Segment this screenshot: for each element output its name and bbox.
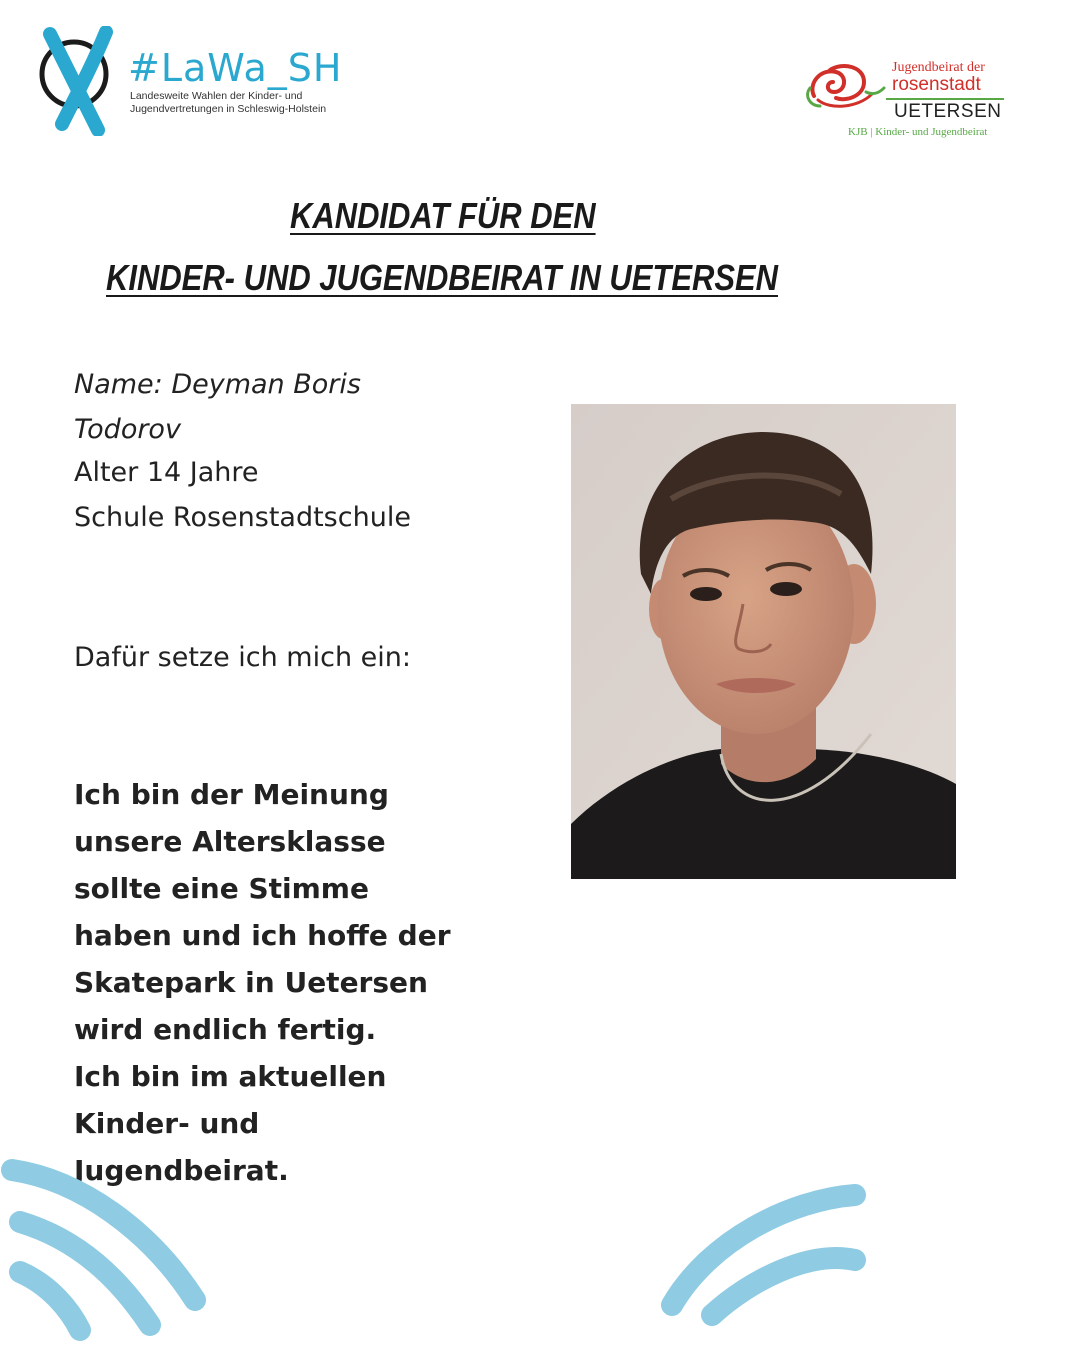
rose-icon xyxy=(806,62,886,112)
ballot-x-icon xyxy=(36,26,126,136)
candidate-statement xyxy=(74,771,494,1194)
candidate-photo xyxy=(571,404,956,879)
uetersen-label: UETERSEN xyxy=(894,101,1002,122)
lawa-sh-logo xyxy=(36,26,376,136)
statement-line: haben und ich hoffe der xyxy=(74,919,451,952)
statement-line: sollte eine Stimme xyxy=(74,872,369,905)
decorative-swoosh-right xyxy=(650,1180,880,1350)
statement-line: Skatepark in Uetersen xyxy=(74,966,428,999)
statement-line: Kinder- und xyxy=(74,1107,260,1140)
statement-line: wird endlich fertig. xyxy=(74,1013,377,1046)
candidate-age: Alter 14 Jahre xyxy=(74,457,259,488)
lawa-subtitle: Landesweite Wahlen der Kinder- und Jugendvertretungen in Schleswig-Holstein xyxy=(130,90,327,115)
rosenstadt-label: rosenstadt xyxy=(892,74,981,95)
statement-line: unsere Altersklasse xyxy=(74,825,386,858)
lawa-hashtag: #LaWa_SH xyxy=(128,46,343,90)
statement-line: Ich bin im aktuellen xyxy=(74,1060,387,1093)
decorative-swoosh-left xyxy=(0,1150,230,1350)
statement-line: Jugendbeirat. xyxy=(74,1154,289,1187)
candidate-name: Name: Deyman Boris Todorov xyxy=(74,369,361,445)
jugendbeirat-label: Jugendbeirat der xyxy=(892,60,985,75)
jugendbeirat-logo xyxy=(806,60,1016,144)
kjb-label: KJB | Kinder- und Jugendbeirat xyxy=(848,126,988,138)
heading-line-1: KANDIDAT FÜR DEN xyxy=(290,195,596,236)
candidate-school: Schule Rosenstadtschule xyxy=(74,502,411,533)
logo-divider xyxy=(886,98,1004,100)
statement-line: Ich bin der Meinung xyxy=(74,778,389,811)
heading-line-2: KINDER- UND JUGENDBEIRAT IN UETERSEN xyxy=(106,257,778,298)
commitment-label: Dafür setze ich mich ein: xyxy=(74,642,411,673)
